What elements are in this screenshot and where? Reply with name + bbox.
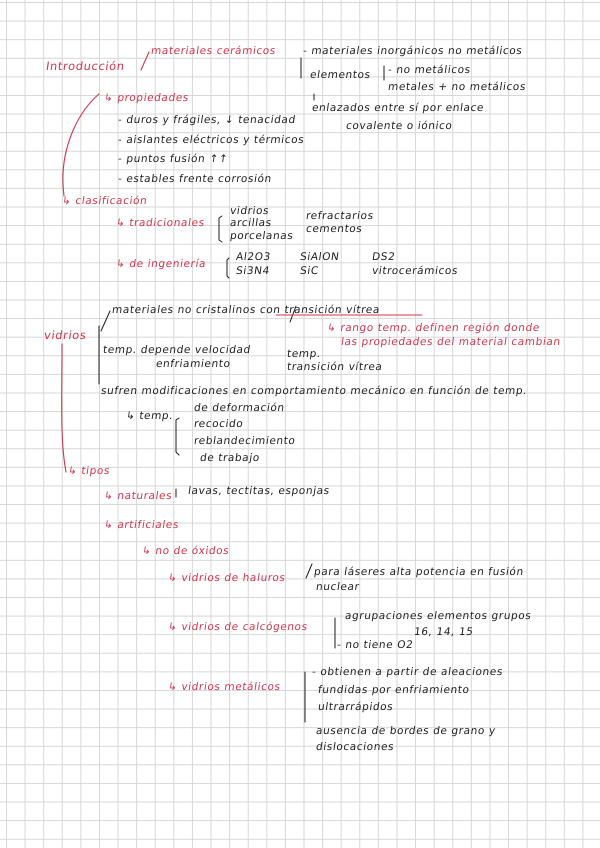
no-oxidos-text: no de óxidos [154,545,231,557]
ing-item: SiAlON [299,251,341,263]
temp-line-2: enfriamiento [155,358,232,370]
metalicos-desc-1: - obtienen a partir de aleaciones [311,666,504,678]
trad-item-2: cementos [305,223,364,235]
rango-line-1: ↳ rango temp. definen región donde [326,322,541,334]
temp-item: reblandecimiento [193,435,297,447]
clasificacion-title-text: clasificación [74,195,149,207]
tipos-title-text: tipos [80,465,111,477]
haluros-text: vidrios de haluros [180,572,287,584]
metalicos-text: vidrios metálicos [180,681,282,693]
propiedad-item: - aislantes eléctricos y térmicos [117,134,306,146]
metalicos-desc-4: ausencia de bordes de grano y [315,725,497,737]
calcogenos-label: ↳ vidrios de calcógenos [167,621,309,633]
temp-line-3: temp. [286,348,322,360]
vidrios-title: vidrios [43,328,88,342]
clasificacion-title: ↳ clasificación [61,195,149,207]
naturales-desc: lavas, tectitas, esponjas [187,485,331,497]
propiedad-item: - estables frente corrosión [117,173,273,185]
ingenieria-label: ↳ de ingeniería [115,258,207,270]
materiales-ceramicos-label: materiales cerámicos [150,45,277,57]
trad-item: porcelanas [229,230,295,242]
temp-line-4: transición vítrea [286,361,384,373]
haluros-slash [306,564,312,578]
temp-item: de trabajo [199,452,261,464]
elementos-label: elementos [309,69,372,81]
artificiales-label: ↳ artificiales [103,519,180,531]
naturales-text: naturales [116,490,174,502]
sufren-line: sufren modificaciones en comportamiento mecánico en función de temp. [100,385,528,397]
enlace-line-1: enlazados entre sí por enlace [311,102,485,114]
temp-item: de deformación [193,402,286,414]
temp-item: recocido [193,418,245,430]
temp-arrow-label: ↳ temp. [125,410,175,422]
intro-title: Introducción [45,59,126,73]
metalicos-desc-3: ultrarrápidos [317,701,395,713]
haluros-label: ↳ vidrios de haluros [167,572,287,584]
tipos-title: ↳ tipos [67,465,111,477]
ing-item: Al2O3 [235,251,272,263]
ing-item: Si3N4 [235,265,271,277]
ing-item: vitrocerámicos [371,265,459,277]
tradicionales-text: tradicionales [128,217,206,229]
propiedades-title-text: propiedades [116,92,190,104]
bracket-tradicionales [219,216,222,242]
trad-item: arcillas [229,217,273,229]
metalicos-desc-1-text: obtienen a partir de aleaciones [319,666,504,678]
vidrios-definition: materiales no cristalinos con transición vítrea [111,304,381,316]
rango-line-2: las propiedades del material cambian [340,336,562,348]
calcogenos-desc-3: - no tiene O2 [336,639,415,651]
trad-item: vidrios [229,205,271,217]
no-oxidos-label: ↳ no de óxidos [141,545,231,557]
calcogenos-desc-3-text: no tiene O2 [344,639,415,651]
elementos-no-metalicos: - no metálicos [387,64,472,76]
rango-line-1-text: rango temp. definen región donde [339,322,541,334]
enlace-line-2: covalente o iónico [345,120,454,132]
temp-line-1: temp. depende velocidad [102,344,252,356]
metalicos-desc-5: dislocaciones [315,741,395,753]
calcogenos-text: vidrios de calcógenos [180,621,309,633]
vidrios-slash [101,311,110,331]
materiales-definition: - materiales inorgánicos no metálicos [302,45,524,57]
temp-bracket [176,418,179,455]
haluros-desc-1: para láseres alta potencia en fusión [313,566,525,578]
propiedad-item: - duros y frágiles, ↓ tenacidad [117,114,297,126]
intro-curve [63,94,99,196]
temp-arrow-label-text: temp. [138,410,175,422]
bracket-ingenieria [227,258,229,278]
vidrios-curve [62,344,66,472]
metalicos-desc-2: fundidas por enfriamiento [317,684,471,696]
naturales-label: ↳ naturales [103,490,174,502]
propiedad-item: - puntos fusión ↑↑ [117,153,229,165]
haluros-desc-2: nuclear [315,581,361,593]
ingenieria-text: de ingeniería [128,258,207,270]
trad-item-2: refractarios [305,210,375,222]
tradicionales-label: ↳ tradicionales [115,217,206,229]
metalicos-label: ↳ vidrios metálicos [167,681,282,693]
intro-slash [141,52,149,70]
elementos-metales: metales + no metálicos [387,81,527,93]
ing-item: DS2 [371,251,397,263]
ing-item: SiC [299,265,320,277]
calcogenos-desc-1: agrupaciones elementos grupos [344,610,533,622]
calcogenos-desc-2: 16, 14, 15 [413,626,475,638]
propiedades-title: ↳ propiedades [103,92,190,104]
artificiales-text: artificiales [116,519,180,531]
